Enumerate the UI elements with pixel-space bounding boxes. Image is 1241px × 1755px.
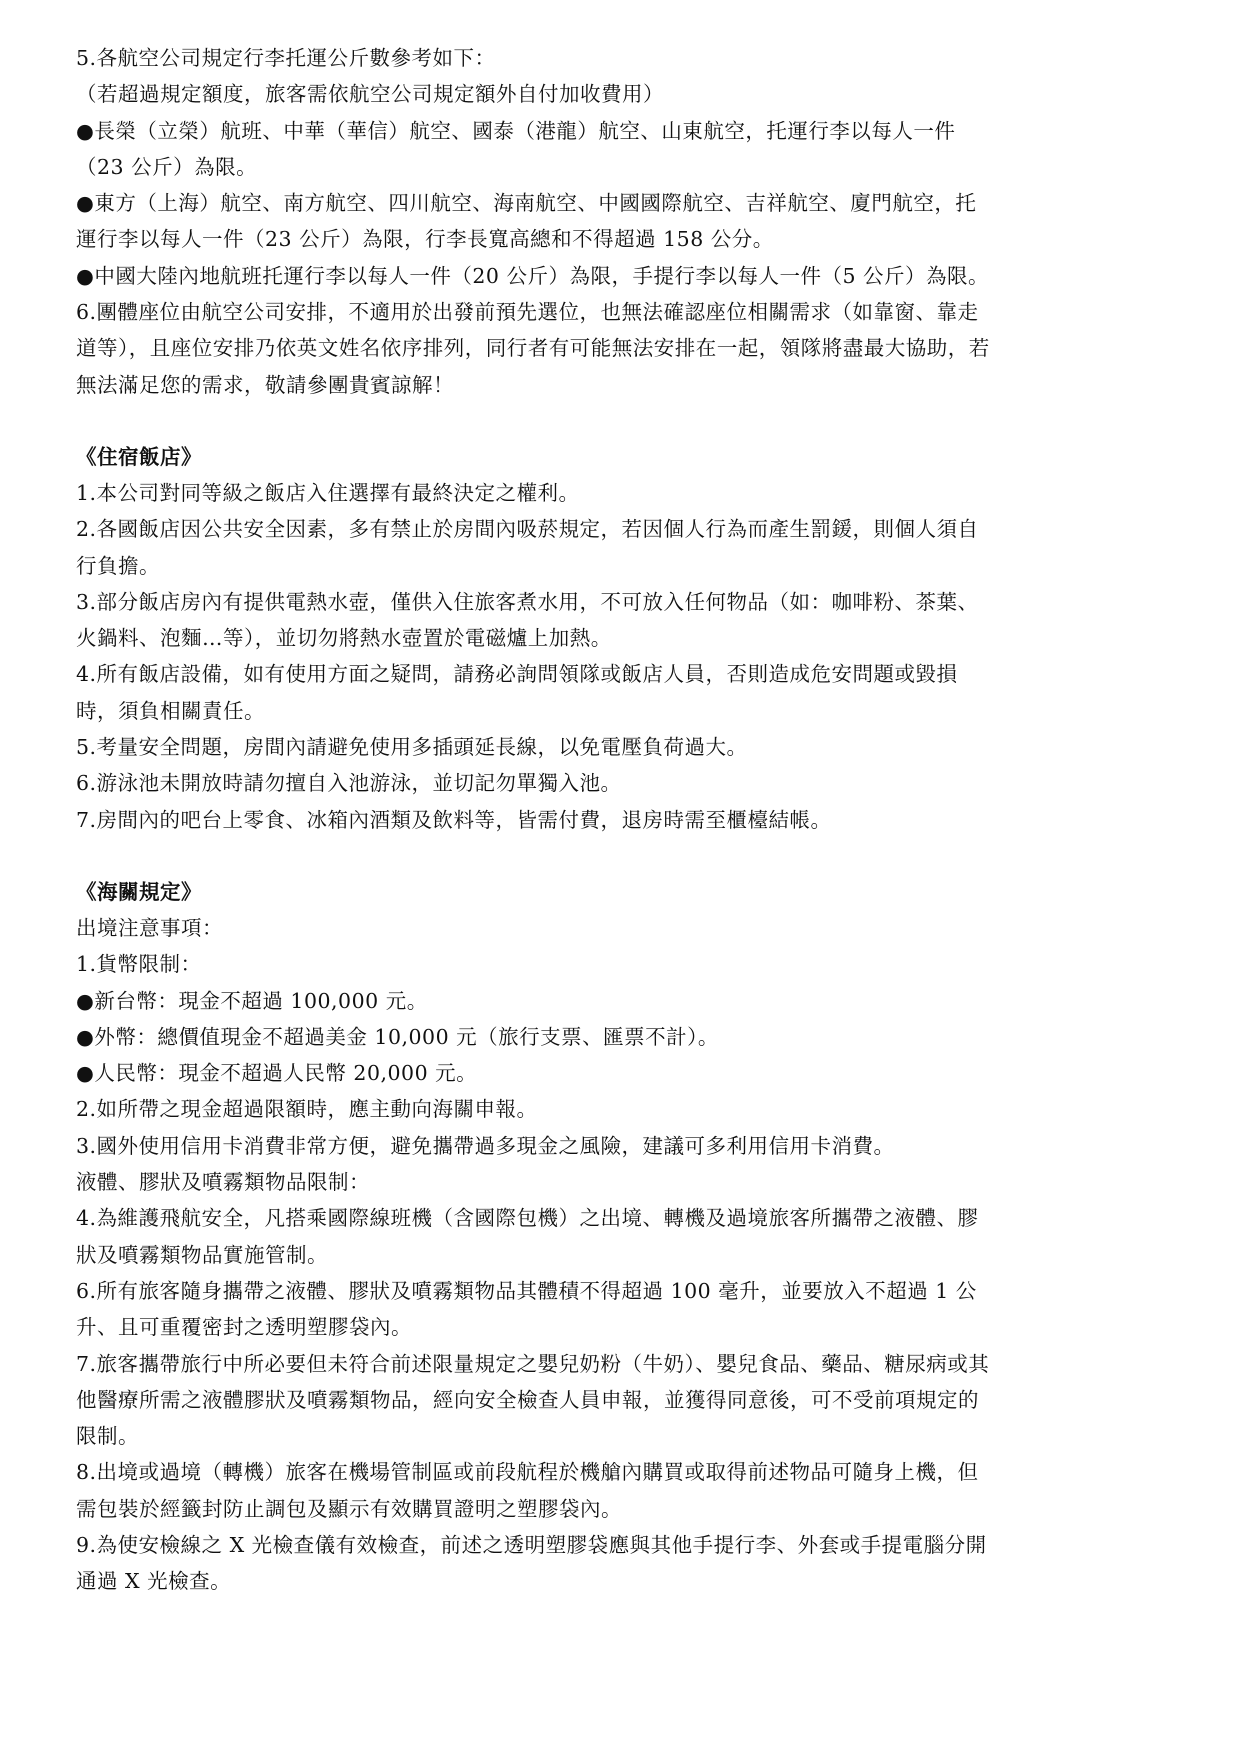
text-line: 4.所有飯店設備，如有使用方面之疑問，請務必詢問領隊或飯店人員，否則造成危安問題或毀損 [76,662,958,687]
text-line: 5.考量安全問題，房間內請避免使用多插頭延長線，以免電壓負荷過大。 [76,735,748,760]
customs-section [76,874,1171,1600]
text-line: 他醫療所需之液體膠狀及噴霧類物品，經向安全檢查人員申報，並獲得同意後，可不受前項規定的 [76,1387,979,1412]
text-line: 道等），且座位安排乃依英文姓名依序排列，同行者有可能無法安排在一起，領隊將盡最大協助，若 [76,336,990,361]
text-line: 出境注意事項： [76,915,223,940]
text-line: 6.團體座位由航空公司安排，不適用於出發前預先選位，也無法確認座位相關需求（如靠窗、靠走 [76,300,979,325]
text-line: 8.出境或過境（轉機）旅客在機場管制區或前段航程於機艙內購買或取得前述物品可隨身上機，但 [76,1460,979,1485]
text-line: 2.各國飯店因公共安全因素，多有禁止於房間內吸菸規定，若因個人行為而產生罰鍰，則個人須自 [76,517,979,542]
text-line: 液體、膠狀及噴霧類物品限制： [76,1170,370,1195]
text-line: 通過 X 光檢查。 [76,1569,232,1594]
text-line: ●東方（上海）航空、南方航空、四川航空、海南航空、中國國際航空、吉祥航空、廈門航空，托 [76,191,977,216]
text-line: 2.如所帶之現金超過限額時，應主動向海關申報。 [76,1097,538,1122]
text-line: 火鍋料、泡麵…等），並切勿將熱水壺置於電磁爐上加熱。 [76,626,612,651]
text-line: （23 公斤）為限。 [76,154,258,179]
text-line: 3.部分飯店房內有提供電熱水壺，僅供入住旅客煮水用，不可放入任何物品（如：咖啡粉、茶葉、 [76,589,979,614]
text-line: 5.各航空公司規定行李托運公斤數參考如下： [76,46,496,70]
text-line: 6.游泳池未開放時請勿擅自入池游泳，並切記勿單獨入池。 [76,771,622,796]
text-line: 行負擔。 [76,553,160,578]
text-line: ●長榮（立榮）航班、中華（華信）航空、國泰（港龍）航空、山東航空，托運行李以每人一件 [76,118,956,143]
customs-section-title: 《海關規定》 [76,879,202,904]
text-line: 無法滿足您的需求，敬請參團貴賓諒解！ [76,372,454,397]
section-spacer [76,838,1171,874]
text-line: ●新台幣：現金不超過 100,000 元。 [76,988,428,1013]
text-line: （若超過規定額度，旅客需依航空公司規定額外自付加收費用） [76,82,664,107]
text-line: 需包裝於經籤封防止調包及顯示有效購買證明之塑膠袋內。 [76,1496,622,1521]
hotel-section [76,439,1171,838]
text-line: 升、且可重覆密封之透明塑膠袋內。 [76,1315,412,1340]
text-line: 狀及噴霧類物品實施管制。 [76,1242,328,1267]
text-line: 1.本公司對同等級之飯店入住選擇有最終決定之權利。 [76,480,580,505]
text-line: 3.國外使用信用卡消費非常方便，避免攜帶過多現金之風險，建議可多利用信用卡消費。 [76,1133,895,1158]
text-line: 1.貨幣限制： [76,952,202,977]
section-spacer [76,403,1171,439]
text-line: 9.為使安檢線之 X 光檢查儀有效檢查，前述之透明塑膠袋應與其他手提行李、外套或手提電腦分開 [76,1532,987,1557]
text-line: ●外幣：總價值現金不超過美金 10,000 元（旅行支票、匯票不計）。 [76,1024,719,1049]
text-line: 4.為維護飛航安全，凡搭乘國際線班機（含國際包機）之出境、轉機及過境旅客所攜帶之液體、膠 [76,1206,979,1231]
text-line: ●人民幣：現金不超過人民幣 20,000 元。 [76,1061,478,1086]
text-line: 7.房間內的吧台上零食、冰箱內酒類及飲料等，皆需付費，退房時需至櫃檯結帳。 [76,807,832,832]
text-line: 運行李以每人一件（23 公斤）為限，行李長寬高總和不得超過 158 公分。 [76,227,774,252]
text-line: ●中國大陸內地航班托運行李以每人一件（20 公斤）為限，手提行李以每人一件（5 公斤）為限。 [76,263,990,288]
text-line: 時，須負相關責任。 [76,698,265,723]
text-line: 6.所有旅客隨身攜帶之液體、膠狀及噴霧類物品其體積不得超過 100 毫升，並要放入不超過 1 公 [76,1278,977,1303]
hotel-section-title: 《住宿飯店》 [76,444,202,469]
airline-baggage-section [76,40,1171,403]
text-line: 限制。 [76,1424,139,1449]
text-line: 7.旅客攜帶旅行中所必要但未符合前述限量規定之嬰兒奶粉（牛奶）、嬰兒食品、藥品、糖尿病或其 [76,1351,990,1376]
